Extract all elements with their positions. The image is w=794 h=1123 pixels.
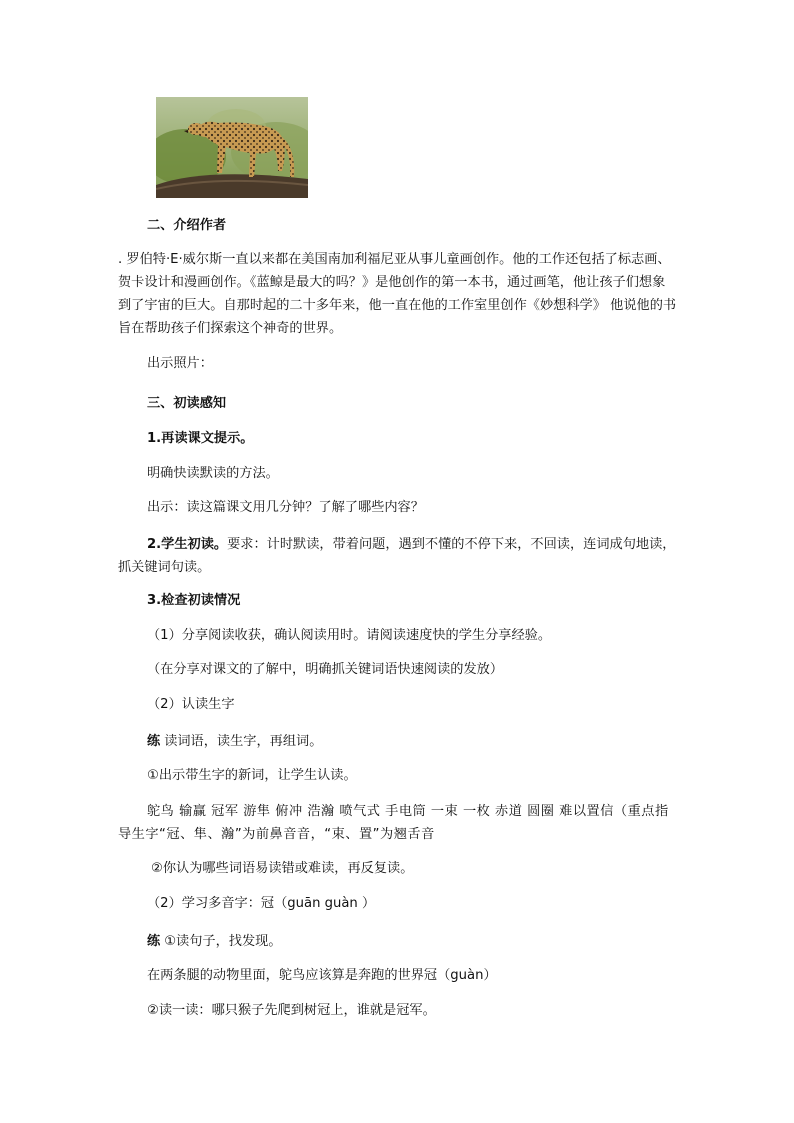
practice2-line <box>147 932 282 952</box>
step1-line1: 明确快读默读的方法。 <box>147 466 279 481</box>
cheetah-photo <box>156 97 308 198</box>
sentence1-line: 在两条腿的动物里面，鸵鸟应该算是奔跑的世界冠（guàn） <box>147 968 497 983</box>
practice1-line <box>147 732 322 752</box>
share-line: （1）分享阅读收获，确认阅读用时。请阅读速度快的学生分享经验。 <box>147 628 552 643</box>
step2-label: 2.学生初读。 <box>147 537 228 552</box>
step2-text: 要求：计时默读，带着问题，遇到不懂的不停下来，不回读，连词成句地读，抓关键词句读。 <box>118 537 676 575</box>
practice1-text: 读词语，读生字，再组词。 <box>164 734 323 749</box>
section-heading-first-reading: 三、初读感知 <box>147 396 227 411</box>
step1-title: 1.再读课文提示。 <box>147 431 254 446</box>
new-chars-line: （2）认读生字 <box>147 697 235 712</box>
share-note-line: （在分享对课文的了解中，明确抓关键词语快速阅读的发放） <box>147 662 504 677</box>
circle2-line: ②你认为哪些词语易读错或难读，再反复读。 <box>151 861 414 876</box>
polyphone-line: （2）学习多音字：冠（guān guàn ） <box>147 896 376 911</box>
circle1-line: ①出示带生字的新词，让学生认读。 <box>147 768 357 783</box>
step3-title: 3.检查初读情况 <box>147 593 241 608</box>
section-heading-author: 二、介绍作者 <box>147 218 227 233</box>
practice2-mark: 练 <box>147 934 161 949</box>
author-intro-paragraph: . 罗伯特·E·威尔斯一直以来都在美国南加利福尼亚从事儿童画创作。他的工作还包括了标志画、贺卡设计和漫画创作。《蓝鲸是最大的吗？》是他创作的第一本书，通过画笔，他让孩子们想象到了宇宙的巨大。自那时起的二十多年来，他一直在他的工作室里创作《妙想科学》 他说他的书旨在帮助孩子们探索这个神奇的世界。 <box>118 252 677 336</box>
sentence2-line: ②读一读：哪只猴子先爬到树冠上，谁就是冠军。 <box>147 1003 436 1018</box>
step1-line2: 出示：读这篇课文用几分钟？了解了哪些内容？ <box>147 500 424 515</box>
show-photo-line: 出示照片： <box>147 356 213 371</box>
practice2-text: ①读句子，找发现。 <box>164 934 282 949</box>
step2-paragraph <box>118 533 678 579</box>
word-list-paragraph: 鸵鸟 输赢 冠军 游隼 俯冲 浩瀚 喷气式 手电筒 一束 一枚 赤道 圆圈 难以置信（重点指导生字“冠、隼、瀚”为前鼻音音，“束、置”为翘舌音 <box>118 804 669 842</box>
practice-mark: 练 <box>147 734 161 749</box>
